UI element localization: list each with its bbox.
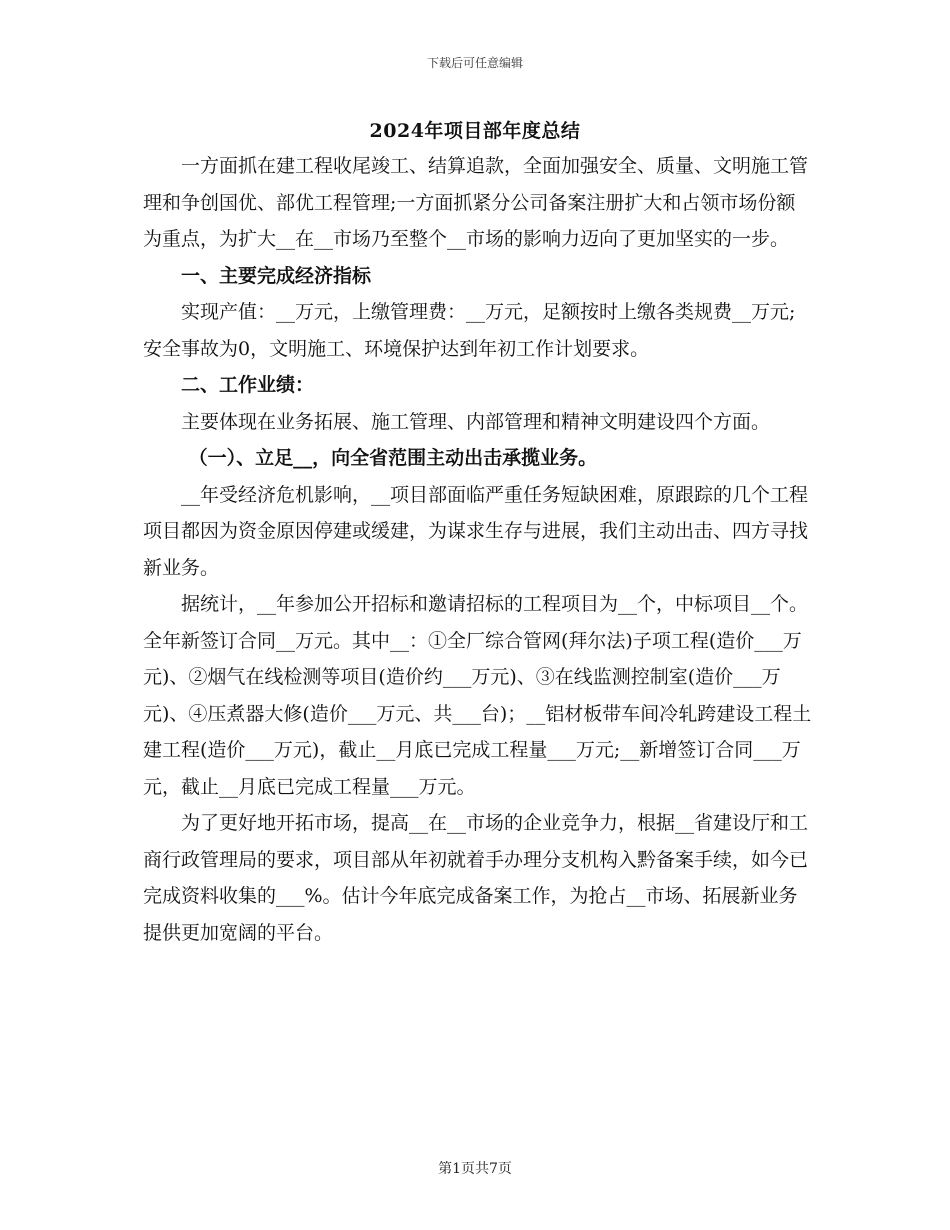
market-development-paragraph: 为了更好地开拓市场，提高__在__市场的企业竞争力，根据__省建设厅和工商行政管理局的要求，项目部从年初就着手办理分支机构入黔备案手续，如今已完成资料收集的___%。估计今年底完成备案工作，为抢占__市场、拓展新业务提供更加宽阔的平台。 xyxy=(143,812,809,944)
document-title: 2024年项目部年度总结 xyxy=(369,120,581,142)
statistics-paragraph: 据统计，__年参加公开招标和邀请招标的工程项目为__个，中标项目__个。全年新签订合同__万元。其中__：①全厂综合管网(拜尔法)子项工程(造价___万元)、②烟气在线检测等项目(造价约___万元)、③在线监测控制室(造价___万元)、④压煮器大修(造价___万元、共___台)；__铝材板带车间冷轧跨建设工程土建工程(造价___万元)，截止__月底已完成工程量___万元;__新增签订合同___万元，截止__月底已完成工程量___万元。 xyxy=(143,593,812,798)
intro-paragraph: 一方面抓在建工程收尾竣工、结算追款，全面加强安全、质量、文明施工管理和争创国优、部优工程管理;一方面抓紧分公司备案注册扩大和占领市场份额为重点，为扩大__在__市场乃至整个__市场的影响力迈向了更加坚实的一步。 xyxy=(143,155,809,250)
document-body xyxy=(143,148,813,951)
page-number: 第1页共7页 xyxy=(438,1161,512,1177)
work-performance-paragraph: 主要体现在业务拓展、施工管理、内部管理和精神文明建设四个方面。 xyxy=(181,410,771,433)
business-expansion-paragraph: __年受经济危机影响，__项目部面临严重任务短缺困难，原跟踪的几个工程项目都因为资金原因停建或缓建，为谋求生存与进展，我们主动出击、四方寻找新业务。 xyxy=(143,483,809,579)
economic-indicators-paragraph: 实现产值：__万元，上缴管理费：__万元，足额按时上缴各类规费__万元;安全事故为0，文明施工、环境保护达到年初工作计划要求。 xyxy=(143,301,796,360)
section-heading-work-performance: 二、工作业绩： xyxy=(181,374,315,396)
page-header-note: 下载后可任意编辑 xyxy=(426,56,523,70)
section-heading-economic-indicators: 一、主要完成经济指标 xyxy=(181,264,372,287)
subsection-heading-business-expansion: （一）、立足__，向全省范围主动出击承揽业务。 xyxy=(188,447,598,469)
